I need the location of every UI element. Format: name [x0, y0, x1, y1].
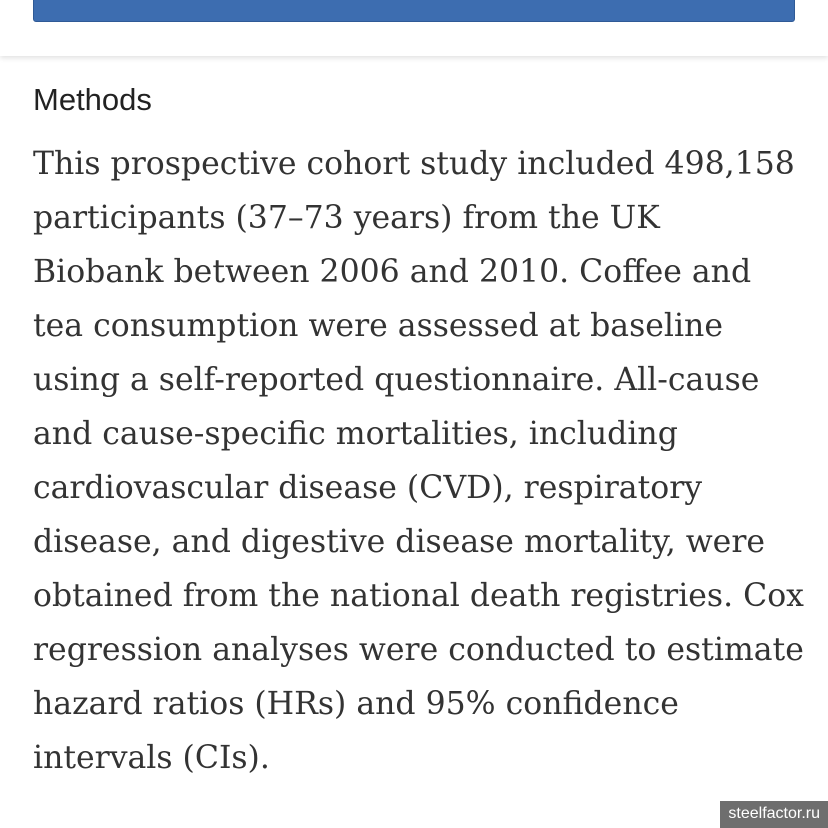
paragraph-line: and cause-specific mortalities, including	[33, 416, 678, 452]
top-bar	[0, 0, 828, 56]
paragraph-line: intervals (CIs).	[33, 740, 270, 776]
paragraph-line: disease, and digestive disease mortality, were	[33, 524, 766, 560]
paragraph-line: using a self-reported questionnaire. All-cause	[33, 362, 760, 398]
section-heading: Methods	[33, 82, 152, 117]
paragraph-line: Biobank between 2006 and 2010. Coffee and	[33, 254, 752, 290]
abstract-paragraph	[33, 137, 823, 785]
paragraph-line: regression analyses were conducted to estimate	[33, 632, 804, 668]
paragraph-line: obtained from the national death registries. Cox	[33, 578, 804, 614]
watermark-label: steelfactor.ru	[720, 801, 828, 828]
paragraph-line: tea consumption were assessed at baseline	[33, 308, 723, 344]
paragraph-line: hazard ratios (HRs) and 95% confidence	[33, 686, 679, 722]
paragraph-line: cardiovascular disease (CVD), respiratory	[33, 470, 703, 506]
paragraph-line: This prospective cohort study included 498,158	[33, 146, 795, 182]
paragraph-line: participants (37–73 years) from the UK	[33, 200, 660, 236]
primary-button[interactable]	[33, 0, 795, 22]
